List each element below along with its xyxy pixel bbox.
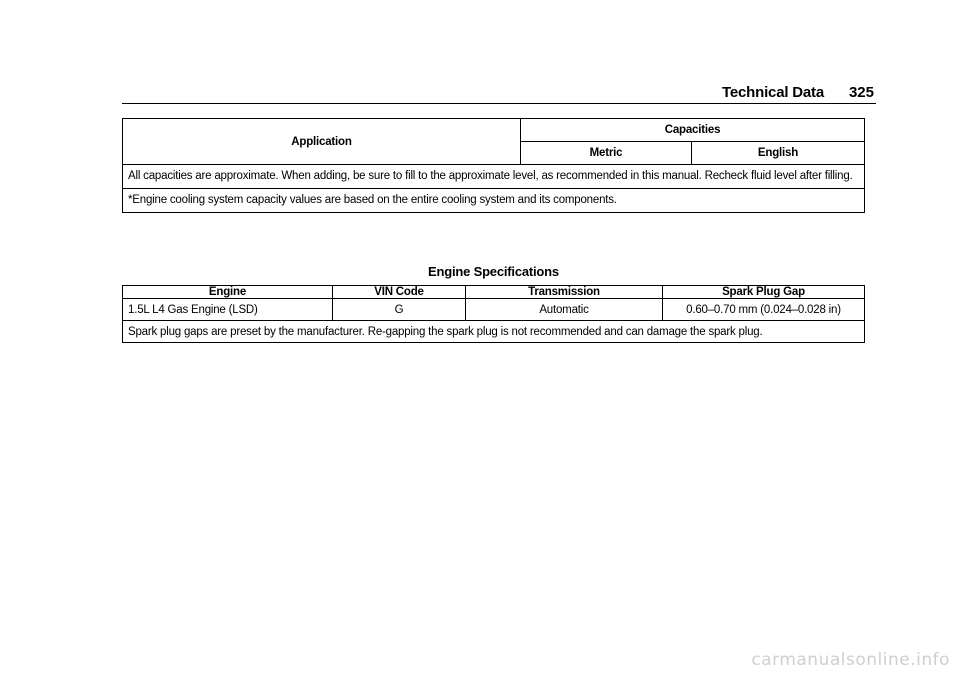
english-header: English: [692, 142, 865, 165]
metric-header: Metric: [521, 142, 692, 165]
engine-cell: 1.5L L4 Gas Engine (LSD): [123, 299, 333, 321]
cooling-system-note: *Engine cooling system capacity values are based on the entire cooling system and its components.: [123, 189, 865, 213]
vin-code-cell: G: [333, 299, 466, 321]
capacities-note: All capacities are approximate. When adding, be sure to fill to the approximate level, as recommended in this manual. Recheck fluid level after filling.: [123, 165, 865, 189]
watermark: carmanualsonline.info: [751, 650, 950, 670]
column-header-engine: Engine: [123, 286, 333, 299]
column-header-vin-code: VIN Code: [333, 286, 466, 299]
application-header: Application: [123, 119, 521, 165]
column-header-transmission: Transmission: [466, 286, 663, 299]
table-row: [123, 299, 865, 321]
capacities-table: [122, 118, 865, 213]
capacities-header: Capacities: [521, 119, 865, 142]
page-number: 325: [848, 84, 874, 101]
engine-specifications-title: Engine Specifications: [428, 264, 559, 279]
spark-plug-note: Spark plug gaps are preset by the manufacturer. Re-gapping the spark plug is not recommended and can damage the spark plug.: [123, 321, 865, 343]
spark-plug-gap-cell: 0.60–0.70 mm (0.024–0.028 in): [663, 299, 865, 321]
transmission-cell: Automatic: [466, 299, 663, 321]
engine-specifications-table: [122, 285, 865, 343]
section-title: Technical Data: [722, 84, 824, 101]
column-header-spark-plug-gap: Spark Plug Gap: [663, 286, 865, 299]
page-header: [122, 84, 876, 104]
